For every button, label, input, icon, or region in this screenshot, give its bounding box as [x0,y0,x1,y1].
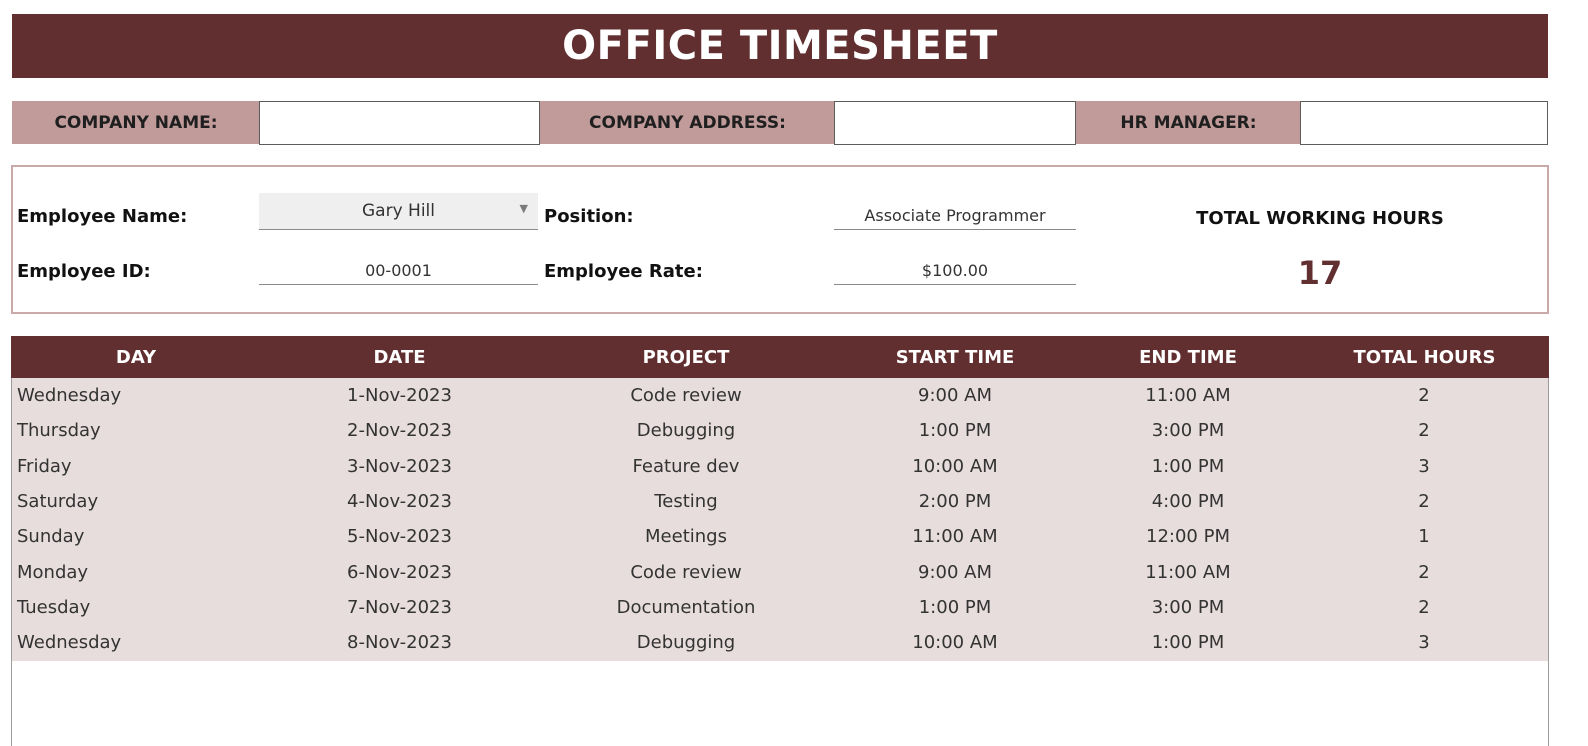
total-hours-cell[interactable]: 2 [1418,491,1430,513]
end-time-cell[interactable]: 1:00 PM [1151,455,1225,477]
position-label: Position: [544,205,634,227]
end-time-cell[interactable]: 12:00 PM [1146,526,1230,548]
column-header-date[interactable]: DATE [373,346,426,368]
chevron-down-icon[interactable]: ▼ [519,202,528,215]
hr-manager-label: HR MANAGER: [1076,101,1301,144]
total-hours-cell[interactable]: 2 [1418,385,1430,407]
table-row [12,378,1548,413]
end-time-cell[interactable]: 4:00 PM [1151,491,1225,513]
project-cell[interactable]: Code review [630,385,742,407]
start-time-cell[interactable]: 2:00 PM [918,491,992,513]
employee-id-value[interactable]: 00-0001 [259,256,538,285]
total-hours-cell[interactable]: 3 [1418,632,1430,654]
project-cell[interactable]: Code review [630,561,742,583]
company-name-label: COMPANY NAME: [12,101,260,144]
total-hours-cell[interactable]: 2 [1418,420,1430,442]
table-row [12,449,1548,484]
company-address-input[interactable] [834,101,1076,145]
total-hours-cell[interactable]: 2 [1418,561,1430,583]
start-time-cell[interactable]: 10:00 AM [912,455,998,477]
project-cell[interactable]: Debugging [636,420,736,442]
title-bar [12,14,1548,78]
day-cell[interactable]: Wednesday [17,385,122,407]
employee-name-value: Gary Hill [362,201,435,221]
table-row [12,555,1548,590]
employee-id-label: Employee ID: [17,260,151,282]
date-cell[interactable]: 5-Nov-2023 [347,526,452,548]
table-row [12,484,1548,519]
total-hours-cell[interactable]: 3 [1418,455,1430,477]
project-cell[interactable]: Debugging [636,632,736,654]
start-time-cell[interactable]: 10:00 AM [912,632,998,654]
table-row [12,519,1548,554]
hr-manager-input[interactable] [1300,101,1548,145]
position-value[interactable]: Associate Programmer [834,201,1076,230]
total-hours-cell[interactable]: 1 [1418,526,1430,548]
column-header-total-hours[interactable]: TOTAL HOURS [1353,346,1496,368]
date-cell[interactable]: 4-Nov-2023 [347,491,452,513]
page-title: OFFICE TIMESHEET [562,23,998,69]
timesheet-table-body [12,378,1548,661]
table-row [12,590,1548,625]
company-name-input[interactable] [259,101,540,145]
project-cell[interactable]: Testing [654,491,718,513]
date-cell[interactable]: 7-Nov-2023 [347,596,452,618]
project-cell[interactable]: Feature dev [632,455,740,477]
start-time-cell[interactable]: 9:00 AM [918,385,992,407]
start-time-cell[interactable]: 9:00 AM [918,561,992,583]
end-time-cell[interactable]: 3:00 PM [1151,596,1225,618]
table-row [12,413,1548,448]
date-cell[interactable]: 6-Nov-2023 [347,561,452,583]
end-time-cell[interactable]: 3:00 PM [1151,420,1225,442]
start-time-cell[interactable]: 11:00 AM [912,526,998,548]
employee-name-label: Employee Name: [17,205,188,227]
employee-rate-value[interactable]: $100.00 [834,256,1076,285]
column-header-project[interactable]: PROJECT [642,346,730,368]
day-cell[interactable]: Saturday [17,491,99,513]
start-time-cell[interactable]: 1:00 PM [918,420,992,442]
date-cell[interactable]: 2-Nov-2023 [347,420,452,442]
end-time-cell[interactable]: 11:00 AM [1145,385,1231,407]
timesheet-table-header [11,336,1549,378]
date-cell[interactable]: 8-Nov-2023 [347,632,452,654]
date-cell[interactable]: 1-Nov-2023 [347,385,452,407]
project-cell[interactable]: Documentation [616,596,756,618]
start-time-cell[interactable]: 1:00 PM [918,596,992,618]
employee-name-dropdown[interactable] [259,193,538,230]
day-cell[interactable]: Tuesday [17,596,91,618]
end-time-cell[interactable]: 1:00 PM [1151,632,1225,654]
day-cell[interactable]: Thursday [17,420,101,442]
date-cell[interactable]: 3-Nov-2023 [347,455,452,477]
day-cell[interactable]: Sunday [17,526,85,548]
column-header-start-time[interactable]: START TIME [895,346,1015,368]
day-cell[interactable]: Wednesday [17,632,122,654]
employee-rate-label: Employee Rate: [544,260,703,282]
column-header-end-time[interactable]: END TIME [1139,346,1237,368]
column-header-day[interactable]: DAY [115,346,157,368]
end-time-cell[interactable]: 11:00 AM [1145,561,1231,583]
total-hours-cell[interactable]: 2 [1418,596,1430,618]
total-working-hours-value: 17 [1297,254,1343,292]
day-cell[interactable]: Friday [17,455,72,477]
project-cell[interactable]: Meetings [645,526,727,548]
company-address-label: COMPANY ADDRESS: [540,101,835,144]
table-row [12,625,1548,660]
day-cell[interactable]: Monday [17,561,89,583]
total-working-hours-label: TOTAL WORKING HOURS [1196,207,1444,229]
